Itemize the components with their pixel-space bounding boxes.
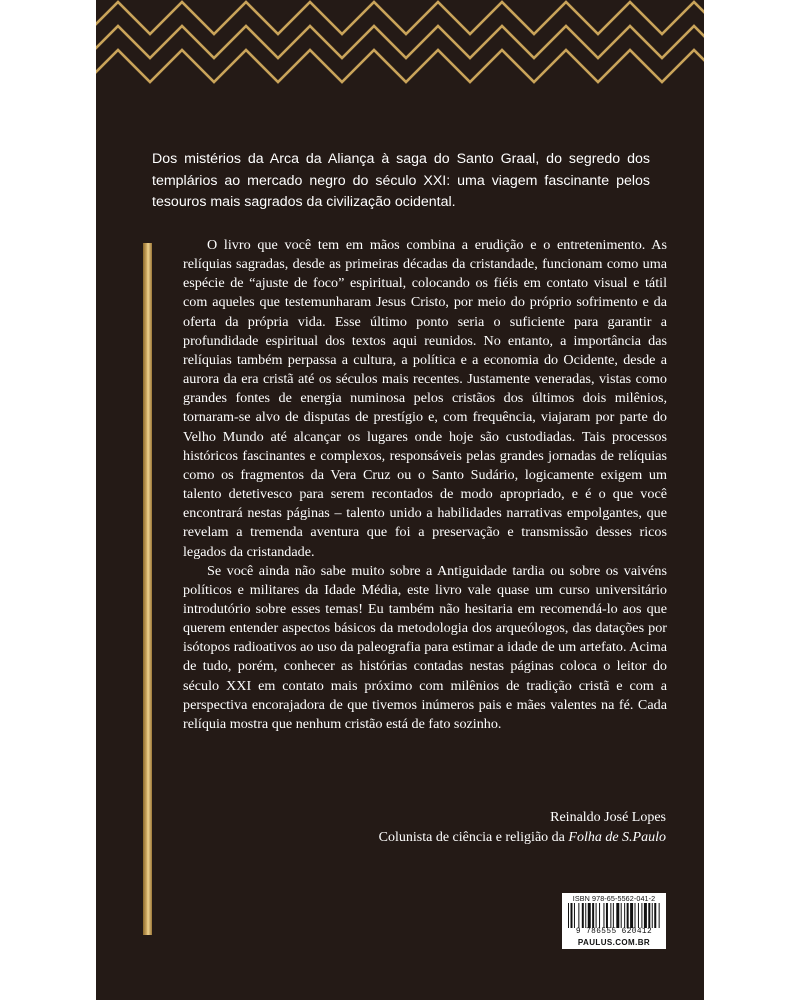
- gold-vertical-bar: [143, 243, 152, 935]
- body-paragraph: Se você ainda não sabe muito sobre a Antiguidade tardia ou sobre os vaivéns políticos e militares da Idade Média, este livro vale quase um curso universitário introdutório sobre esses temas! Eu também não hesitaria em recomendá-lo aos que querem entender aspectos básicos da metodologia dos arqueólogos, das datações por isótopos radioativos ao uso da paleografia para estimar a idade de um artefato. Acima de tudo, porém, conhecer as histórias contadas nestas páginas coloca o leitor do século XXI em contato mais próximo com milênios de tradição cristã e com a perspectiva encorajadora de que tivemos inúmeros pais e mães valentes na fé. Cada relíquia mostra que nenhum cristão está de fato sozinho.: [183, 562, 667, 732]
- tagline: Dos mistérios da Arca da Aliança à saga do Santo Graal, do segredo dos templários ao mercado negro do século XXI: uma viagem fascinante pelos tesouros mais sagrados da civilização ocidental.: [152, 151, 650, 210]
- barcode-digits: 9 786555 620412: [575, 928, 653, 936]
- publication-name: Folha de S.Paulo: [568, 830, 666, 845]
- body-text: [183, 236, 667, 734]
- back-cover: [96, 0, 704, 1000]
- barcode-bars: [568, 903, 660, 928]
- signature-block: [379, 808, 666, 848]
- author-name: Reinaldo José Lopes: [550, 810, 666, 825]
- body-paragraph: O livro que você tem em mãos combina a erudição e o entretenimento. As relíquias sagradas, desde as primeiras décadas da cristandade, funcionam como uma espécie de “ajuste de foco” espiritual, colocando os fiéis em contato visual e tátil com aqueles que testemunharam Jesus Cristo, por meio do próprio sofrimento e da oferta da própria vida. Esse último ponto seria o suficiente para garantir a profundidade espiritual dos textos aqui reunidos. No entanto, a importância das relíquias também perpassa a cultura, a política e a economia do Ocidente, desde a aurora da era cristã até os séculos mais recentes. Justamente veneradas, vistas como grandes fontes de energia numinosa pelos cristãos dos últimos dois milênios, tornaram-se alvo de disputas de prestígio e, com frequência, viajaram por parte do Velho Mundo até alcançar os lugares onde hoje são custodiadas. Tais processos históricos fascinantes e complexos, responsáveis pelas grandes jornadas de relíquias como os fragmentos da Vera Cruz ou o Santo Sudário, logicamente exigem um talento detetivesco para serem recontados de modo apropriado, e é o que você encontrará nestas páginas – talento unido a habilidades narrativas empolgantes, que revelam a tremenda aventura que foi a preservação e transmissão desses ricos legados da cristandade.: [183, 237, 667, 560]
- publisher-url: PAULUS.COM.BR: [577, 938, 651, 947]
- gold-zigzag-lines-icon: [96, 0, 704, 100]
- author-role-prefix: Colunista de ciência e religião da: [378, 830, 569, 845]
- isbn-label: ISBN 978-65-5562-041-2: [572, 894, 656, 903]
- author-role: [379, 828, 666, 848]
- isbn-barcode: [562, 893, 666, 949]
